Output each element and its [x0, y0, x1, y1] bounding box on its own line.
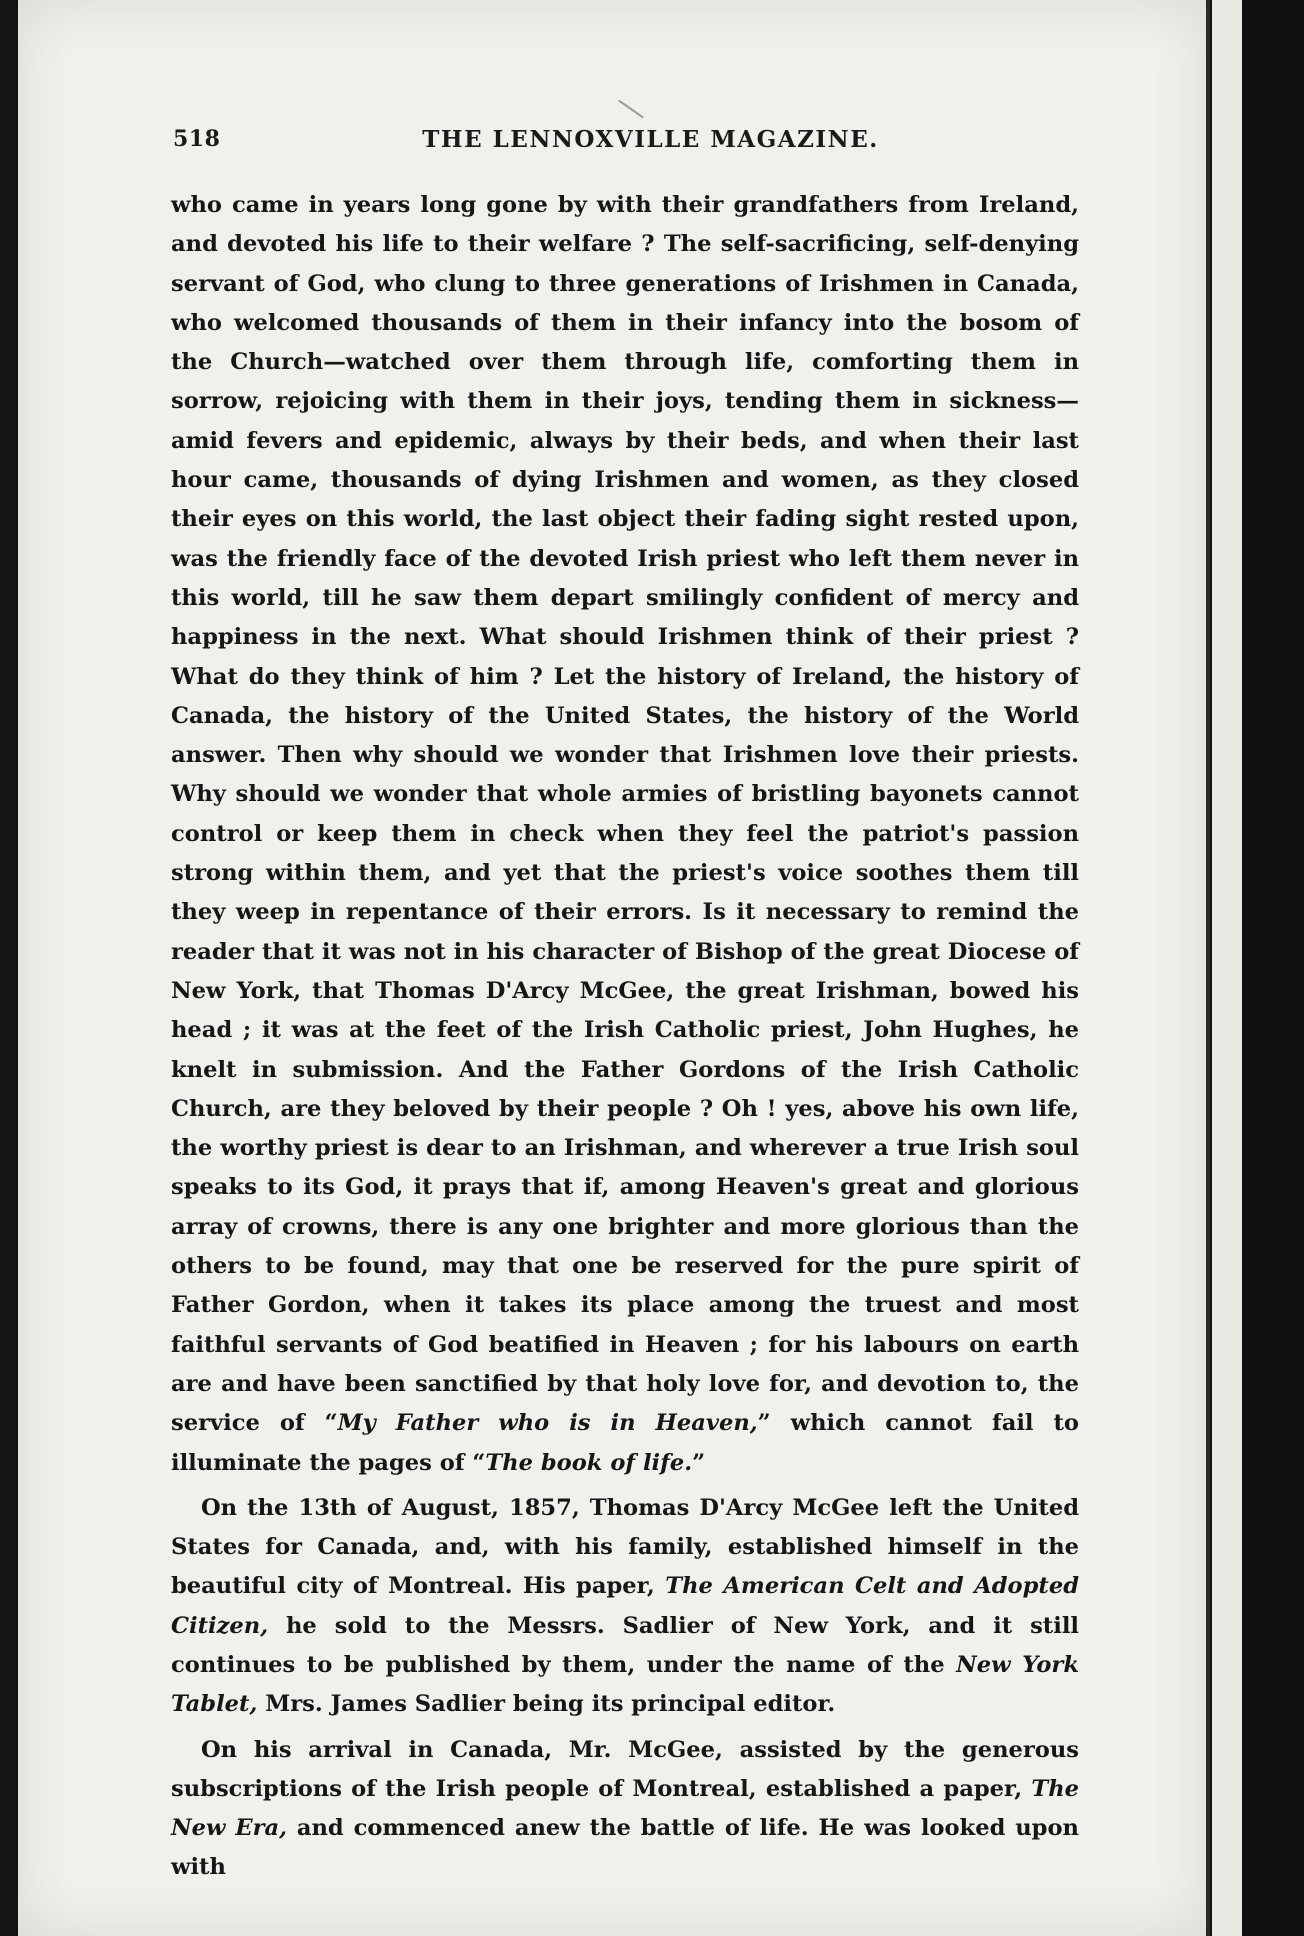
- paragraph-1-text-a: who came in years long gone by with their grandfathers from Ireland, and devoted his life to their welfare ? The self-sacrificing, self-denying servant of God, who clung to three generations of Irishmen in Canada, who welcomed thousands of them in their infancy into the bosom of the Church—watched over them through life, comforting them in sorrow, rejoicing with them in their joys, tending them in sickness—amid fevers and epidemic, always by their beds, and when their last hour came, thousands of dying Irishmen and women, as they closed their eyes on this world, the last object their fading sight rested upon, was the friendly face of the devoted Irish priest who left them never in this world, till he saw them depart smilingly confident of mercy and happiness in the next. What should Irishmen think of their priest ? What do they think of him ? Let the history of Ireland, the history of Canada, the history of the United States, the history of the World answer. Then why should we wonder that Irishmen love their priests. Why should we wonder that whole armies of bristling bayonets cannot control or keep them in check when they feel the patriot's passion strong within them, and yet that the priest's voice soothes them till they weep in repentance of their errors. Is it necessary to remind the reader that it was not in his character of Bishop of the great Diocese of New York, that Thomas D'Arcy McGee, the great Irishman, bowed his head ; it was at the feet of the Irish Catholic priest, John Hughes, he knelt in submission. And the Father Gordons of the Irish Catholic Church, are they beloved by their people ? Oh ! yes, above his own life, the worthy priest is dear to an Irishman, and wherever a true Irish soul speaks to its God, it prays that if, among Heaven's great and glorious array of crowns, there is any one brighter and more glorious than the others to be found, may that one be reserved for the pure spirit of Father Gordon, when it takes its place among the truest and most faithful servants of God beatified in Heaven ; for his labours on earth are and have been sanctified by that holy love for, and devotion to, the service of “: [171, 192, 1079, 1437]
- body-text: [171, 186, 1079, 1888]
- paragraph-3-text-a: On his arrival in Canada, Mr. McGee, assisted by the generous subscriptions of the Irish people of Montreal, established a paper,: [171, 1736, 1079, 1802]
- paragraph-1-text-c: ”: [692, 1449, 706, 1476]
- page-gutter-line: [1206, 0, 1210, 1936]
- paragraph-1-italic-1: My Father who is in Heaven,: [337, 1410, 758, 1437]
- page-header: [173, 126, 1088, 166]
- paragraph-1-text-b: ” which cannot fail to illuminate the pages of “: [171, 1410, 1079, 1476]
- paragraph-3-italic-1: The New Era,: [171, 1775, 1079, 1842]
- book-page: [18, 0, 1208, 1936]
- paragraph-2-italic-1: The American Celt and Adopted Citizen,: [171, 1573, 1079, 1639]
- stray-mark: [618, 100, 644, 119]
- paragraph-2-italic-2: New York Tablet,: [171, 1651, 1079, 1718]
- page-number: 518: [173, 126, 221, 152]
- paragraph-2: [171, 1489, 1079, 1725]
- paragraph-2-text-c: Mrs. James Sadlier being its principal editor.: [257, 1691, 836, 1718]
- paragraph-3-text-b: and commenced anew the battle of life. He was looked upon with: [171, 1815, 1079, 1881]
- paragraph-1-italic-2: The book of life.: [485, 1449, 693, 1476]
- paragraph-1: [171, 186, 1079, 1483]
- running-title: THE LENNOXVILLE MAGAZINE.: [422, 126, 879, 153]
- paragraph-3: [171, 1731, 1079, 1888]
- paragraph-2-text-a: On the 13th of August, 1857, Thomas D'Arcy McGee left the United States for Canada, and, with his family, established himself in the beautiful city of Montreal. His paper,: [171, 1494, 1079, 1600]
- paragraph-2-text-b: he sold to the Messrs. Sadlier of New York, and it still continues to be published by them, under the name of the: [171, 1612, 1079, 1678]
- scan-right-border: [1242, 0, 1304, 1936]
- next-page-edge: [1212, 0, 1242, 1936]
